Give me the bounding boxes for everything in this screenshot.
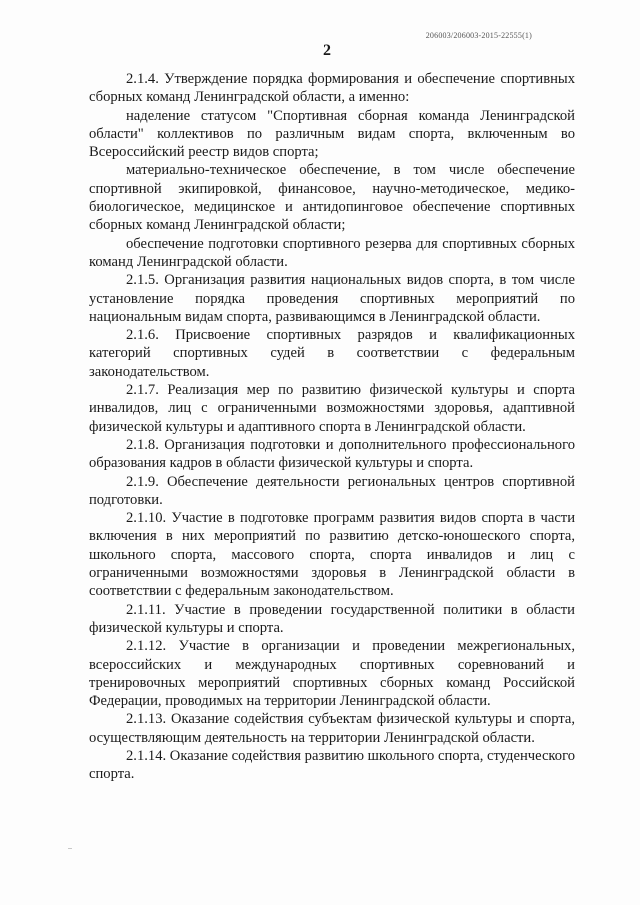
page-number: 2 xyxy=(323,42,331,59)
paragraph-2-1-10: 2.1.10. Участие в подготовке программ развития видов спорта в части включения в них мероприятий по развитию детско-юношеского спорта, школьного спорта, массового спорта, спорта инвалидов и лиц с ограниченными возможностями здоровья в Ленинградской области в соответствии с федеральным законодательством. xyxy=(89,510,575,600)
paragraph-2-1-4: 2.1.4. Утверждение порядка формирования и обеспечение спортивных сборных команд Ленинградской области, а именно: xyxy=(89,71,575,106)
document-body xyxy=(89,70,575,784)
paragraph-2-1-11: 2.1.11. Участие в проведении государственной политики в области физической культуры и спорта. xyxy=(89,601,575,636)
paragraph-2-1-14: 2.1.14. Оказание содействия развитию школьного спорта, студенческого спорта. xyxy=(89,747,575,783)
paragraph-2-1-4-status: наделение статусом "Спортивная сборная команда Ленинградской области" коллективов по различным видам спорта, включенным во Всероссийский реестр видов спорта; xyxy=(89,107,575,161)
paragraph-2-1-9: 2.1.9. Обеспечение деятельности региональных центров спортивной подготовки. xyxy=(89,473,575,508)
paragraph-2-1-5: 2.1.5. Организация развития национальных видов спорта, в том числе установление порядка проведения спортивных мероприятий по национальным видам спорта, развивающимся в Ленинградской области. xyxy=(89,272,575,325)
paragraph-2-1-8: 2.1.8. Организация подготовки и дополнительного профессионального образования кадров в области физической культуры и спорта. xyxy=(89,436,575,472)
paragraph-2-1-4-material: материально-техническое обеспечение, в том числе обеспечение спортивной экипировкой, финансовое, научно-методическое, медико-биологическое, медицинское и антидопинговое обеспечение спортивных сборных команд Ленинградской области; xyxy=(89,162,575,234)
paragraph-2-1-7: 2.1.7. Реализация мер по развитию физической культуры и спорта инвалидов, лиц с ограниченными возможностями здоровья, адаптивной физической культуры и адаптивного спорта в Ленинградской области. xyxy=(89,382,575,435)
paragraph-2-1-6: 2.1.6. Присвоение спортивных разрядов и квалификационных категорий спортивных судей в соответствии с федеральным законодательством. xyxy=(89,327,575,380)
paragraph-2-1-12: 2.1.12. Участие в организации и проведении межрегиональных, всероссийских и международных спортивных соревнований и тренировочных мероприятий спортивных сборных команд Российской Федерации, проводимых на территории Ленинградской области. xyxy=(89,638,575,710)
paragraph-2-1-4-reserve: обеспечение подготовки спортивного резерва для спортивных сборных команд Ленинградской области. xyxy=(89,235,575,270)
paragraph-2-1-13: 2.1.13. Оказание содействия субъектам физической культуры и спорта, осуществляющим деятельность на территории Ленинградской области. xyxy=(89,711,575,746)
scan-margin-mark xyxy=(68,848,72,849)
document-registration-number: 206003/206003-2015-22555(1) xyxy=(425,31,532,40)
